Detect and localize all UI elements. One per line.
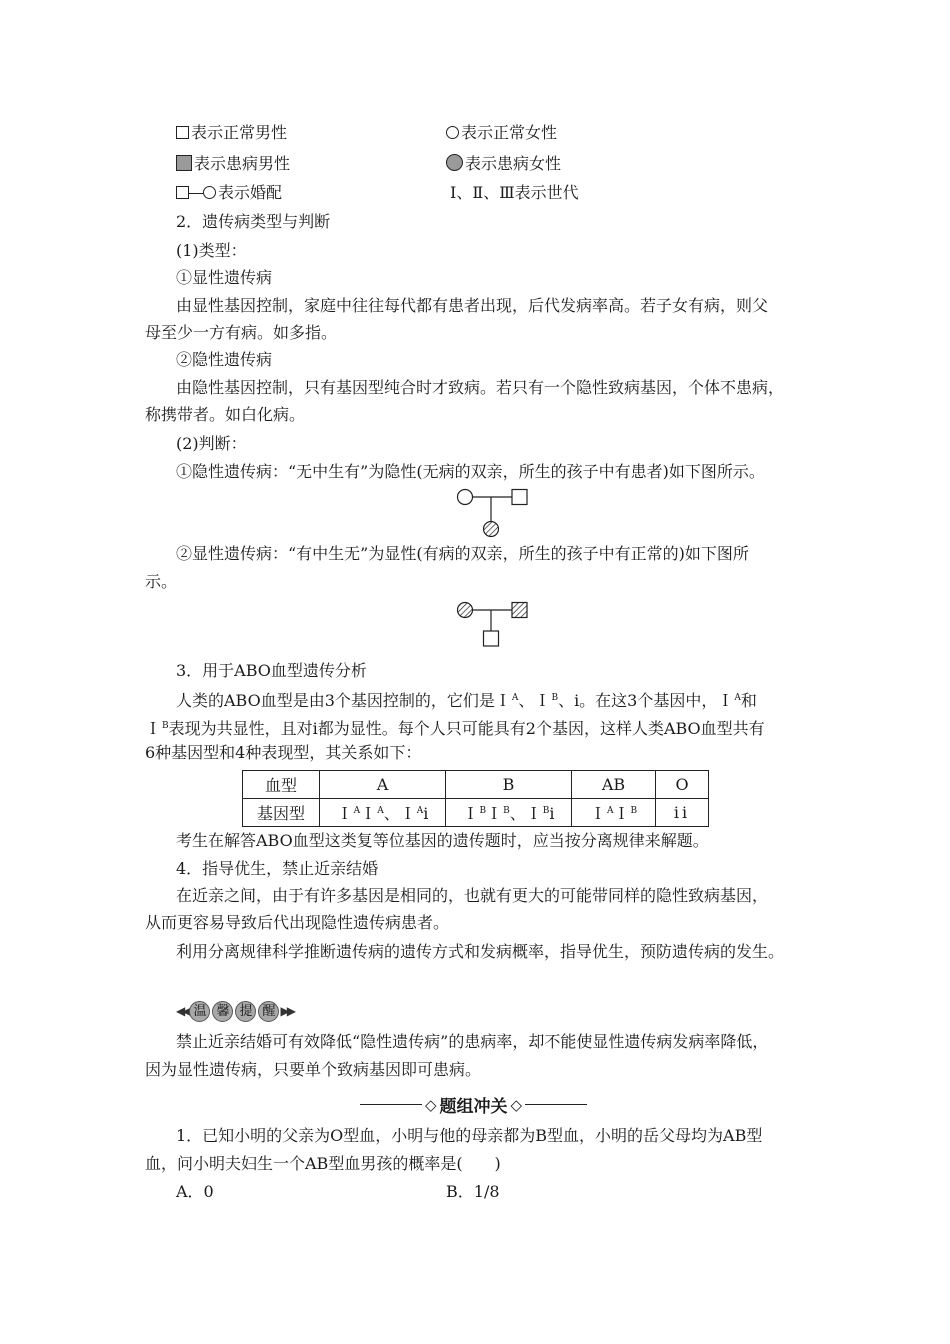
legend-normal-female-label: 表示正常女性: [461, 123, 558, 142]
table-row: [243, 799, 709, 827]
sec4-p2: 利用分离规律科学推断遗传病的遗传方式和发病概率，指导优生，预防遗传病的发生。: [176, 942, 785, 961]
allele-a-sup: A: [606, 806, 614, 816]
allele-b-sup: B: [542, 806, 550, 816]
pedigree-recessive: [450, 484, 530, 540]
sec3-p2-b: 表现为共显性，且对i都为显性。每个人只可能具有2个基因，这样人类ABO血型共有: [168, 719, 765, 738]
genotype-o-cell: ii: [656, 799, 709, 827]
sec4-p1-1: 在近亲之间，由于有许多基因是相同的，也就有更大的可能带同样的隐性致病基因，: [176, 886, 769, 905]
genotype-ab-cell: [572, 799, 656, 827]
rule-right: [525, 1104, 587, 1105]
option-b: B．1/8: [446, 1182, 500, 1201]
allele-b-sup: B: [630, 806, 638, 816]
question-stem-2: 血，问小明夫妇生一个AB型血男孩的概率是( ): [145, 1154, 501, 1173]
filled-square-icon: [176, 155, 192, 171]
warm-tip-banner: [176, 1000, 293, 1022]
blood-type-table: [242, 770, 709, 827]
legend-generations: Ⅰ、Ⅱ、Ⅲ表示世代: [450, 183, 579, 202]
tip-char: 醒: [258, 1001, 279, 1022]
g-text: Ｉ: [613, 804, 630, 823]
dominant-text-1: 由显性基因控制，家庭中往往每代都有患者出现，后代发病率高。若子女有病，则父: [176, 296, 769, 315]
sec2-heading: 2．遗传病类型与判断: [176, 212, 331, 231]
sec3-p1-d: 和: [740, 691, 757, 710]
legend-marriage-label: 表示婚配: [218, 183, 283, 202]
sec3-p2-a: Ｉ: [145, 719, 162, 738]
allele-b-sup: B: [479, 806, 487, 816]
sec3-p1-c: 、i。在这3个基因中，Ｉ: [558, 691, 734, 710]
tip-char: 馨: [212, 1001, 233, 1022]
recessive-text-1: 由隐性基因控制，只有基因型纯合时才致病。若只有一个隐性致病基因，个体不患病，: [176, 378, 785, 397]
sec3-p2: [145, 715, 765, 740]
sec3-p1-a: 人类的ABO血型是由3个基因控制的，它们是Ｉ: [176, 691, 511, 710]
filled-circle-icon: [446, 154, 463, 171]
g-text: Ｉ: [589, 804, 606, 823]
table-header-label: 血型: [243, 771, 320, 799]
g-text: i: [423, 804, 429, 823]
legend-affected-female: [446, 153, 561, 175]
tip-text-1: 禁止近亲结婚可有效降低“隐性遗传病”的患病率，却不能使显性遗传病发病率降低，: [176, 1032, 769, 1051]
parent-male-icon: [512, 490, 527, 505]
sec3-heading: 3．用于ABO血型遗传分析: [176, 661, 367, 680]
sec4-heading: 4．指导优生，禁止近亲结婚: [176, 859, 379, 878]
recessive-text-2: 称携带者。如白化病。: [145, 405, 306, 424]
judge-label: (2)判断：: [176, 434, 247, 453]
question-stem-1: 1．已知小明的父亲为O型血，小明与他的母亲都为B型血，小明的岳父母均为AB型: [176, 1126, 763, 1145]
judge-recessive: ①隐性遗传病：“无中生有”为隐性(无病的双亲，所生的孩子中有患者)如下图所示。: [176, 462, 765, 481]
circle-icon: [203, 186, 216, 199]
sec3-p1-b: 、Ｉ: [518, 691, 551, 710]
g-text: Ｉ: [360, 804, 377, 823]
parent-female-icon: [458, 490, 473, 505]
square-icon: [176, 126, 189, 139]
g-text: 、Ｉ: [509, 804, 542, 823]
normal-child-male-icon: [484, 631, 499, 646]
allele-b-sup: B: [503, 806, 510, 816]
square-icon: [176, 186, 189, 199]
legend-normal-male-label: 表示正常男性: [191, 123, 288, 142]
rule-left: [360, 1104, 422, 1105]
allele-a-sup: A: [511, 693, 519, 703]
allele-a-sup: A: [734, 693, 741, 703]
types-label: (1)类型：: [176, 241, 247, 260]
allele-a-sup: A: [377, 806, 384, 816]
tip-char: 温: [189, 1001, 210, 1022]
option-a: A．0: [176, 1182, 214, 1201]
genotype-a-cell: [320, 799, 446, 827]
tip-char: 提: [235, 1001, 256, 1022]
type-ab-cell: AB: [572, 771, 656, 799]
legend-normal-male: [176, 122, 287, 144]
g-text: Ｉ: [486, 804, 503, 823]
allele-b-sup: B: [162, 721, 169, 731]
dominant-text-2: 母至少一方有病。如多指。: [145, 323, 338, 342]
diamond-icon: ◇: [425, 1095, 437, 1114]
type-o-cell: O: [656, 771, 709, 799]
affected-child-female-icon: [484, 522, 499, 537]
legend-affected-female-label: 表示患病女性: [465, 154, 562, 173]
double-left-arrow-icon: ◀◀: [176, 1004, 189, 1018]
sec3-p3: 6种基因型和4种表现型，其关系如下：: [145, 743, 422, 762]
diamond-icon: ◇: [510, 1095, 523, 1114]
sec3-note: 考生在解答ABO血型这类复等位基因的遗传题时，应当按分离规律来解题。: [176, 831, 709, 850]
dominant-title: ①显性遗传病: [176, 268, 273, 287]
legend-marriage: [176, 182, 282, 204]
pedigree-dominant: [450, 597, 530, 653]
g-text: Ｉ: [462, 804, 479, 823]
allele-a-sup: A: [353, 806, 361, 816]
g-text: 、Ｉ: [383, 804, 416, 823]
section-title: [360, 1092, 587, 1117]
genotype-label: 基因型: [243, 799, 320, 827]
judge-dominant-1: ②显性遗传病：“有中生无”为显性(有病的双亲，所生的孩子中有正常的)如下图所: [176, 544, 749, 563]
type-a-cell: A: [320, 771, 446, 799]
type-b-cell: B: [446, 771, 572, 799]
allele-b-sup: B: [551, 693, 559, 703]
section-title-text: 题组冲关: [439, 1097, 508, 1117]
affected-parent-male-icon: [512, 603, 527, 618]
circle-icon: [446, 126, 459, 139]
legend-affected-male-label: 表示患病男性: [194, 154, 291, 173]
legend-affected-male: [176, 153, 290, 175]
recessive-title: ②隐性遗传病: [176, 350, 273, 369]
table-row: [243, 771, 709, 799]
allele-a-sup: A: [416, 806, 424, 816]
legend-normal-female: [446, 122, 557, 144]
sec3-p1: [176, 687, 757, 712]
marriage-line-icon: [189, 193, 203, 194]
tip-text-2: 因为显性遗传病，只要单个致病基因即可患病。: [145, 1060, 482, 1079]
g-text: i: [549, 804, 555, 823]
g-text: Ｉ: [336, 804, 353, 823]
judge-dominant-2: 示。: [145, 572, 178, 591]
affected-parent-female-icon: [458, 603, 473, 618]
sec4-p1-2: 从而更容易导致后代出现隐性遗传病患者。: [145, 913, 450, 932]
genotype-b-cell: [446, 799, 572, 827]
double-right-arrow-icon: ▶▶: [280, 1004, 293, 1018]
